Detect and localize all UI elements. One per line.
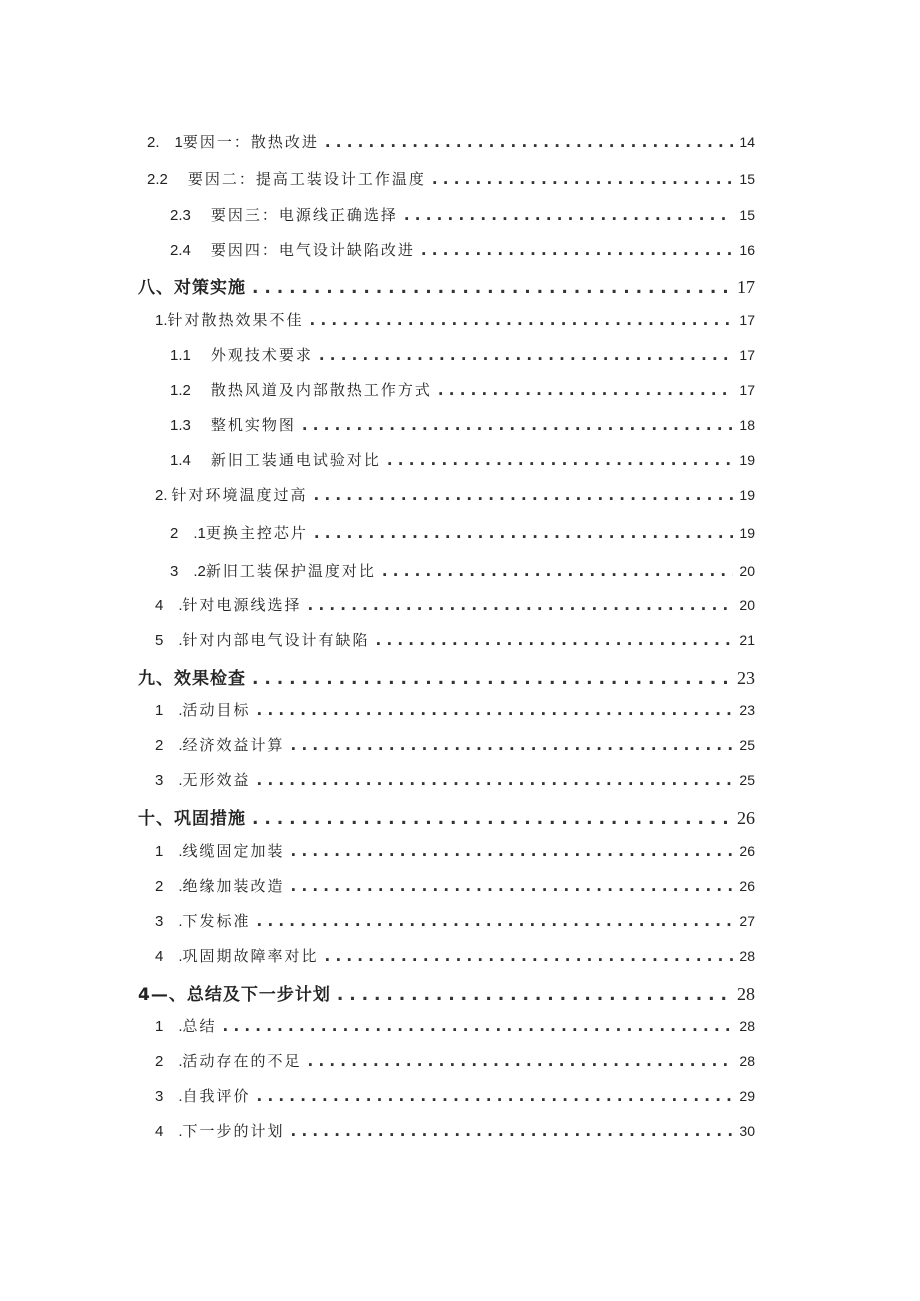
dot-leader [310, 311, 733, 329]
toc-entry-title: 活动目标 [182, 701, 251, 719]
toc-entry-number: 3 .2 [170, 563, 206, 580]
toc-chapter-page: 26 [737, 808, 755, 828]
toc-chapter-page: 23 [737, 668, 755, 688]
toc-entry[interactable] [155, 910, 755, 931]
toc-entry[interactable] [155, 629, 755, 650]
dot-leader [252, 809, 733, 829]
dot-leader [257, 771, 733, 789]
toc-entry-page: 30 [739, 1123, 755, 1139]
toc-entry[interactable] [155, 734, 755, 755]
dot-leader [337, 985, 733, 1005]
toc-chapter-page: 17 [737, 277, 755, 297]
toc-entry-page: 19 [739, 525, 755, 541]
toc-entry-page: 26 [739, 878, 755, 894]
toc-entry-page: 17 [739, 347, 755, 363]
dot-leader [421, 241, 733, 259]
toc-entry[interactable] [170, 560, 755, 581]
toc-entry-title: 绝缘加装改造 [182, 877, 285, 895]
toc-entry[interactable] [155, 1085, 755, 1106]
toc-entry[interactable] [170, 344, 755, 365]
toc-entry-title: 线缆固定加装 [182, 842, 285, 860]
dot-leader [308, 596, 733, 614]
toc-entry-title: 针对内部电气设计有缺陷 [182, 631, 370, 649]
toc-entry-title: 下一步的计划 [182, 1122, 285, 1140]
toc-entry-page: 20 [739, 563, 755, 579]
toc-entry[interactable] [155, 594, 755, 615]
toc-entry-number: 1.4 [170, 452, 191, 469]
toc-entry[interactable] [155, 840, 755, 861]
toc-entry-title: 要因四：电气设计缺陷改进 [210, 241, 415, 259]
toc-chapter-title: 十、巩固措施 [138, 809, 246, 829]
toc-entry-title: 更换主控芯片 [205, 524, 308, 542]
toc-entry-page: 29 [739, 1088, 755, 1104]
toc-entry-title: 散热风道及内部散热工作方式 [210, 381, 432, 399]
toc-entry[interactable] [170, 414, 755, 435]
toc-entry-title: 新旧工装通电试验对比 [210, 451, 381, 469]
toc-entry-page: 20 [739, 597, 755, 613]
toc-entry-page: 28 [739, 1053, 755, 1069]
toc-entry-page: 15 [739, 171, 755, 187]
toc-entry-title: 新旧工装保护温度对比 [205, 562, 376, 580]
toc-entry[interactable] [155, 309, 755, 330]
toc-entry-number: 1 . [155, 1018, 183, 1035]
toc-entry-number: 1. [155, 312, 168, 329]
toc-entry-page: 18 [739, 417, 755, 433]
toc-entry-title: 巩固期故障率对比 [182, 947, 319, 965]
dot-leader [325, 133, 733, 151]
dot-leader [314, 524, 733, 542]
toc-entry-number: 2.2 [147, 171, 168, 188]
dot-leader [438, 381, 733, 399]
dot-leader [325, 947, 733, 965]
toc-entry-number: 2.3 [170, 207, 191, 224]
toc-entry-number: 2 .1 [170, 525, 206, 542]
toc-entry-number: 4 . [155, 948, 183, 965]
toc-entry-page: 19 [739, 452, 755, 468]
toc-entry-number: 3 . [155, 772, 183, 789]
toc-entry-title: 外观技术要求 [210, 346, 313, 364]
toc-entry-page: 23 [739, 702, 755, 718]
toc-chapter-title: 八、对策实施 [138, 278, 246, 298]
toc-entry-number: 2. 1 [147, 134, 183, 151]
toc-entry-number: 1 . [155, 702, 183, 719]
toc-chapter-title: 4—、总结及下一步计划 [138, 985, 331, 1005]
toc-entry-page: 21 [739, 632, 755, 648]
toc-entry-page: 26 [739, 843, 755, 859]
toc-entry-page: 28 [739, 1018, 755, 1034]
toc-entry-page: 14 [739, 134, 755, 150]
toc-entry-number: 4 . [155, 1123, 183, 1140]
dot-leader [252, 278, 733, 298]
toc-entry-title: 自我评价 [182, 1087, 251, 1105]
dot-leader [257, 1087, 733, 1105]
toc-entry-page: 28 [739, 948, 755, 964]
toc-chapter[interactable] [138, 664, 755, 689]
dot-leader [314, 486, 733, 504]
toc-entry[interactable] [155, 1050, 755, 1071]
toc-entry-title: 活动存在的不足 [182, 1052, 302, 1070]
toc-entry-title: 经济效益计算 [182, 736, 285, 754]
toc-entry-number: 1.2 [170, 382, 191, 399]
toc-entry[interactable] [155, 875, 755, 896]
toc-entry[interactable] [155, 1120, 755, 1141]
toc-entry-number: 3 . [155, 1088, 183, 1105]
toc-entry-title: 整机实物图 [210, 416, 296, 434]
toc-entry-page: 16 [739, 242, 755, 258]
dot-leader [257, 912, 733, 930]
toc-entry-number: 1.3 [170, 417, 191, 434]
toc-entry-title: 要因一：散热改进 [182, 133, 319, 151]
toc-entry-number: 2.4 [170, 242, 191, 259]
toc-entry-number: 5 . [155, 632, 183, 649]
toc-entry-page: 19 [739, 487, 755, 503]
toc-entry[interactable] [170, 204, 755, 225]
toc-entry-title: 针对环境温度过高 [171, 486, 308, 504]
toc-entry-title: 要因三：电源线正确选择 [210, 206, 398, 224]
toc-chapter[interactable] [138, 804, 755, 829]
toc-chapter[interactable] [138, 980, 755, 1005]
toc-entry-page: 15 [739, 207, 755, 223]
toc-entry-title: 针对散热效果不佳 [167, 311, 304, 329]
dot-leader [291, 1122, 733, 1140]
toc-entry[interactable] [155, 699, 755, 720]
toc-entry-number: 2 . [155, 737, 183, 754]
toc-chapter-title: 九、效果检查 [138, 669, 246, 689]
toc-chapter[interactable] [138, 273, 755, 298]
toc-entry-number: 2. [155, 487, 168, 504]
toc-entry[interactable] [170, 239, 755, 260]
toc-entry[interactable] [147, 131, 755, 152]
toc-entry[interactable] [170, 522, 755, 543]
toc-entry-page: 17 [739, 382, 755, 398]
dot-leader [404, 206, 733, 224]
toc-entry-number: 3 . [155, 913, 183, 930]
toc-entry-number: 4 . [155, 597, 183, 614]
toc-chapter-page: 28 [737, 984, 755, 1004]
toc-entry-number: 1.1 [170, 347, 191, 364]
dot-leader [291, 877, 733, 895]
dot-leader [252, 669, 733, 689]
dot-leader [291, 842, 733, 860]
dot-leader [382, 562, 733, 580]
toc-entry[interactable] [170, 449, 755, 470]
toc-entry-page: 25 [739, 737, 755, 753]
dot-leader [319, 346, 733, 364]
toc-entry-title: 无形效益 [182, 771, 251, 789]
dot-leader [302, 416, 733, 434]
toc-entry-title: 总结 [182, 1017, 217, 1035]
dot-leader [223, 1017, 733, 1035]
toc-entry-title: 针对电源线选择 [182, 596, 302, 614]
dot-leader [387, 451, 733, 469]
toc-entry-number: 1 . [155, 843, 183, 860]
toc-entry[interactable] [147, 168, 755, 189]
dot-leader [291, 736, 733, 754]
dot-leader [432, 170, 733, 188]
toc-entry-title: 要因二：提高工装设计工作温度 [187, 170, 426, 188]
toc-entry[interactable] [155, 945, 755, 966]
toc-entry[interactable] [170, 379, 755, 400]
toc-entry-number: 2 . [155, 878, 183, 895]
toc-entry-page: 27 [739, 913, 755, 929]
toc-entry-number: 2 . [155, 1053, 183, 1070]
toc-entry-page: 25 [739, 772, 755, 788]
toc-entry[interactable] [155, 484, 755, 505]
toc-entry[interactable] [155, 1015, 755, 1036]
dot-leader [257, 701, 733, 719]
toc-entry-page: 17 [739, 312, 755, 328]
toc-entry-title: 下发标准 [182, 912, 251, 930]
dot-leader [376, 631, 733, 649]
toc-entry[interactable] [155, 769, 755, 790]
dot-leader [308, 1052, 733, 1070]
